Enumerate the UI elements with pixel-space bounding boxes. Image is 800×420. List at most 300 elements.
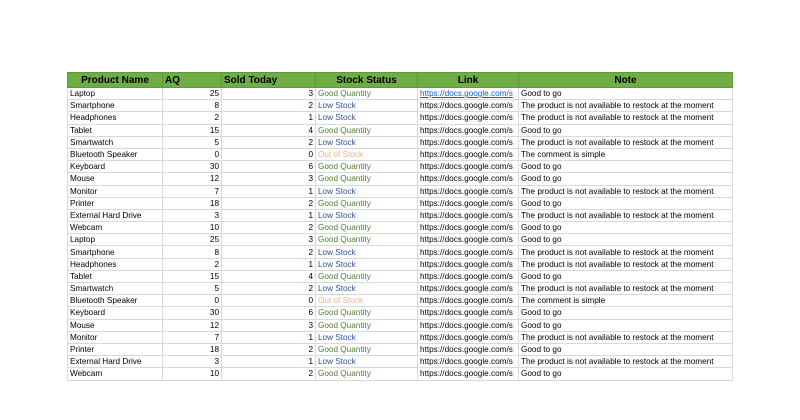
cell-note[interactable] xyxy=(519,319,733,331)
cell-link[interactable] xyxy=(418,258,519,270)
cell-sold-today[interactable] xyxy=(222,161,316,173)
cell-link[interactable] xyxy=(418,124,519,136)
cell-product-name[interactable] xyxy=(68,136,163,148)
cell-stock-status-value: Low Stock xyxy=(318,357,356,367)
cell-product-name[interactable] xyxy=(68,222,163,234)
cell-sold-today[interactable] xyxy=(222,197,316,209)
cell-note[interactable] xyxy=(519,270,733,282)
cell-aq[interactable] xyxy=(163,222,222,234)
cell-note[interactable] xyxy=(519,283,733,295)
cell-stock-status-value: Low Stock xyxy=(318,137,356,147)
cell-link[interactable] xyxy=(418,307,519,319)
cell-stock-status[interactable] xyxy=(316,100,418,112)
cell-aq-value: 18 xyxy=(209,345,219,355)
header-stock-status[interactable]: Stock Status xyxy=(316,73,418,88)
cell-link[interactable] xyxy=(418,343,519,355)
cell-link[interactable] xyxy=(418,148,519,160)
cell-stock-status-value: Good Quantity xyxy=(318,162,371,172)
cell-note[interactable] xyxy=(519,161,733,173)
cell-stock-status-value: Good Quantity xyxy=(318,125,371,135)
cell-sold-today[interactable] xyxy=(222,222,316,234)
cell-note[interactable] xyxy=(519,258,733,270)
cell-note[interactable] xyxy=(519,234,733,246)
doc-link[interactable]: https://docs.google.com/s xyxy=(420,137,513,147)
cell-stock-status-value: Low Stock xyxy=(318,101,356,111)
cell-link[interactable] xyxy=(418,161,519,173)
cell-aq[interactable] xyxy=(163,148,222,160)
cell-note[interactable] xyxy=(519,173,733,185)
cell-sold-today[interactable] xyxy=(222,100,316,112)
cell-note-value: The comment is simple xyxy=(521,296,606,306)
cell-product-name-value: Keyboard xyxy=(70,162,106,172)
cell-sold-today-value: 2 xyxy=(308,101,313,111)
cell-product-name[interactable] xyxy=(68,331,163,343)
cell-stock-status[interactable] xyxy=(316,173,418,185)
cell-link[interactable] xyxy=(418,88,519,100)
doc-link[interactable]: https://docs.google.com/s xyxy=(420,369,513,379)
doc-link[interactable]: https://docs.google.com/s xyxy=(420,223,513,233)
cell-product-name[interactable] xyxy=(68,88,163,100)
cell-product-name[interactable] xyxy=(68,270,163,282)
cell-aq-value: 8 xyxy=(214,101,219,111)
cell-note[interactable] xyxy=(519,100,733,112)
cell-sold-today-value: 1 xyxy=(308,186,313,196)
doc-link[interactable]: https://docs.google.com/s xyxy=(420,174,513,184)
table-row xyxy=(68,343,733,355)
cell-note[interactable] xyxy=(519,307,733,319)
cell-sold-today-value: 2 xyxy=(308,137,313,147)
doc-link[interactable]: https://docs.google.com/s xyxy=(420,235,513,245)
cell-stock-status-value: Low Stock xyxy=(318,113,356,123)
cell-product-name[interactable] xyxy=(68,173,163,185)
cell-stock-status[interactable] xyxy=(316,185,418,197)
cell-aq[interactable] xyxy=(163,283,222,295)
doc-link[interactable]: https://docs.google.com/s xyxy=(420,247,513,257)
table-row xyxy=(68,331,733,343)
cell-note-value: Good to go xyxy=(521,235,562,245)
cell-stock-status-value: Good Quantity xyxy=(318,223,371,233)
cell-stock-status[interactable] xyxy=(316,295,418,307)
cell-link[interactable] xyxy=(418,234,519,246)
cell-stock-status[interactable] xyxy=(316,368,418,380)
doc-link[interactable]: https://docs.google.com/s xyxy=(420,198,513,208)
cell-stock-status[interactable] xyxy=(316,258,418,270)
cell-aq[interactable] xyxy=(163,173,222,185)
cell-note[interactable] xyxy=(519,356,733,368)
cell-stock-status[interactable] xyxy=(316,197,418,209)
cell-stock-status[interactable] xyxy=(316,209,418,221)
cell-stock-status-value: Low Stock xyxy=(318,284,356,294)
cell-sold-today[interactable] xyxy=(222,356,316,368)
cell-note[interactable] xyxy=(519,246,733,258)
cell-sold-today[interactable] xyxy=(222,209,316,221)
cell-sold-today-value: 2 xyxy=(308,198,313,208)
cell-stock-status[interactable] xyxy=(316,356,418,368)
cell-aq[interactable] xyxy=(163,100,222,112)
table-row xyxy=(68,307,733,319)
cell-note-value: The product is not available to restock at the moment xyxy=(521,247,714,257)
cell-note-value: The product is not available to restock at the moment xyxy=(521,186,714,196)
doc-link[interactable]: https://docs.google.com/s xyxy=(420,332,513,342)
cell-sold-today[interactable] xyxy=(222,234,316,246)
cell-stock-status[interactable] xyxy=(316,307,418,319)
doc-link[interactable]: https://docs.google.com/s xyxy=(420,150,513,160)
cell-product-name-value: Smartphone xyxy=(70,101,115,111)
cell-aq[interactable] xyxy=(163,112,222,124)
cell-sold-today-value: 2 xyxy=(308,247,313,257)
cell-stock-status-value: Low Stock xyxy=(318,247,356,257)
doc-link[interactable]: https://docs.google.com/s xyxy=(420,345,513,355)
cell-aq-value: 25 xyxy=(209,235,219,245)
table-row xyxy=(68,319,733,331)
cell-product-name[interactable] xyxy=(68,124,163,136)
cell-aq-value: 2 xyxy=(214,113,219,123)
cell-stock-status-value: Out of Stock xyxy=(318,150,364,160)
cell-sold-today-value: 6 xyxy=(308,162,313,172)
cell-sold-today[interactable] xyxy=(222,331,316,343)
cell-product-name-value: Tablet xyxy=(70,125,92,135)
cell-aq[interactable] xyxy=(163,124,222,136)
cell-note[interactable] xyxy=(519,148,733,160)
cell-stock-status[interactable] xyxy=(316,283,418,295)
table-row xyxy=(68,148,733,160)
cell-sold-today-value: 4 xyxy=(308,271,313,281)
cell-link[interactable] xyxy=(418,246,519,258)
cell-product-name-value: Headphones xyxy=(70,113,117,123)
cell-stock-status[interactable] xyxy=(316,112,418,124)
header-row xyxy=(68,73,733,88)
cell-product-name[interactable] xyxy=(68,209,163,221)
cell-product-name-value: Monitor xyxy=(70,186,98,196)
cell-stock-status-value: Out of Stock xyxy=(318,296,364,306)
doc-link[interactable]: https://docs.google.com/s xyxy=(420,125,513,135)
cell-aq-value: 3 xyxy=(214,210,219,220)
cell-sold-today[interactable] xyxy=(222,295,316,307)
cell-note[interactable] xyxy=(519,112,733,124)
cell-note-value: The product is not available to restock at the moment xyxy=(521,113,714,123)
cell-sold-today-value: 3 xyxy=(308,174,313,184)
cell-product-name[interactable] xyxy=(68,234,163,246)
cell-product-name-value: Tablet xyxy=(70,271,92,281)
table-row xyxy=(68,356,733,368)
doc-link[interactable]: https://docs.google.com/s xyxy=(420,357,513,367)
cell-aq[interactable] xyxy=(163,331,222,343)
cell-product-name-value: Smartwatch xyxy=(70,137,114,147)
doc-link[interactable]: https://docs.google.com/s xyxy=(420,271,513,281)
cell-stock-status-value: Good Quantity xyxy=(318,235,371,245)
cell-sold-today-value: 1 xyxy=(308,357,313,367)
table-row xyxy=(68,258,733,270)
cell-sold-today[interactable] xyxy=(222,283,316,295)
cell-aq[interactable] xyxy=(163,246,222,258)
cell-aq-value: 10 xyxy=(209,223,219,233)
cell-note-value: Good to go xyxy=(521,223,562,233)
cell-sold-today[interactable] xyxy=(222,246,316,258)
cell-link[interactable] xyxy=(418,319,519,331)
doc-link[interactable]: https://docs.google.com/s xyxy=(420,101,513,111)
cell-link[interactable] xyxy=(418,283,519,295)
cell-product-name[interactable] xyxy=(68,100,163,112)
cell-aq-value: 7 xyxy=(214,186,219,196)
table-row xyxy=(68,136,733,148)
cell-note[interactable] xyxy=(519,343,733,355)
cell-note-value: The product is not available to restock at the moment xyxy=(521,332,714,342)
cell-sold-today[interactable] xyxy=(222,185,316,197)
cell-sold-today-value: 3 xyxy=(308,235,313,245)
cell-sold-today[interactable] xyxy=(222,124,316,136)
table-row xyxy=(68,283,733,295)
inventory-table xyxy=(67,72,733,381)
cell-sold-today[interactable] xyxy=(222,136,316,148)
doc-link[interactable]: https://docs.google.com/s xyxy=(420,210,513,220)
cell-aq[interactable] xyxy=(163,136,222,148)
cell-sold-today[interactable] xyxy=(222,270,316,282)
cell-product-name[interactable] xyxy=(68,197,163,209)
cell-product-name-value: Webcam xyxy=(70,223,103,233)
cell-stock-status[interactable] xyxy=(316,343,418,355)
table-row xyxy=(68,185,733,197)
cell-note[interactable] xyxy=(519,331,733,343)
cell-sold-today[interactable] xyxy=(222,319,316,331)
cell-note-value: Good to go xyxy=(521,174,562,184)
cell-aq-value: 30 xyxy=(209,162,219,172)
cell-aq-value: 7 xyxy=(214,332,219,342)
cell-product-name-value: Smartwatch xyxy=(70,284,114,294)
cell-product-name[interactable] xyxy=(68,295,163,307)
cell-note-value: The comment is simple xyxy=(521,150,606,160)
cell-sold-today-value: 1 xyxy=(308,210,313,220)
header-link[interactable]: Link xyxy=(418,73,519,88)
cell-stock-status-value: Low Stock xyxy=(318,259,356,269)
cell-note[interactable] xyxy=(519,136,733,148)
cell-aq-value: 18 xyxy=(209,198,219,208)
doc-link[interactable]: https://docs.google.com/s xyxy=(420,113,513,123)
cell-stock-status[interactable] xyxy=(316,246,418,258)
cell-stock-status[interactable] xyxy=(316,148,418,160)
cell-stock-status[interactable] xyxy=(316,161,418,173)
cell-aq-value: 12 xyxy=(209,174,219,184)
cell-stock-status[interactable] xyxy=(316,270,418,282)
cell-aq[interactable] xyxy=(163,234,222,246)
cell-product-name[interactable] xyxy=(68,148,163,160)
cell-stock-status[interactable] xyxy=(316,331,418,343)
cell-note[interactable] xyxy=(519,88,733,100)
cell-product-name[interactable] xyxy=(68,246,163,258)
doc-link[interactable]: https://docs.google.com/s xyxy=(420,162,513,172)
cell-note[interactable] xyxy=(519,368,733,380)
table-row xyxy=(68,124,733,136)
cell-aq-value: 30 xyxy=(209,308,219,318)
cell-aq-value: 8 xyxy=(214,247,219,257)
cell-link[interactable] xyxy=(418,185,519,197)
cell-sold-today[interactable] xyxy=(222,112,316,124)
cell-sold-today-value: 1 xyxy=(308,113,313,123)
cell-sold-today-value: 4 xyxy=(308,125,313,135)
cell-aq[interactable] xyxy=(163,197,222,209)
doc-link[interactable]: https://docs.google.com/s xyxy=(420,259,513,269)
cell-note[interactable] xyxy=(519,209,733,221)
doc-link[interactable]: https://docs.google.com/s xyxy=(420,89,513,99)
cell-aq-value: 2 xyxy=(214,259,219,269)
doc-link[interactable]: https://docs.google.com/s xyxy=(420,308,513,318)
cell-sold-today[interactable] xyxy=(222,148,316,160)
cell-stock-status-value: Low Stock xyxy=(318,332,356,342)
cell-stock-status-value: Good Quantity xyxy=(318,320,371,330)
table-row xyxy=(68,173,733,185)
cell-stock-status[interactable] xyxy=(316,222,418,234)
cell-aq[interactable] xyxy=(163,343,222,355)
cell-note[interactable] xyxy=(519,185,733,197)
cell-sold-today-value: 2 xyxy=(308,284,313,294)
cell-product-name[interactable] xyxy=(68,185,163,197)
cell-product-name-value: External Hard Drive xyxy=(70,357,142,367)
cell-aq[interactable] xyxy=(163,295,222,307)
cell-sold-today[interactable] xyxy=(222,173,316,185)
cell-note-value: Good to go xyxy=(521,198,562,208)
cell-link[interactable] xyxy=(418,173,519,185)
cell-note[interactable] xyxy=(519,222,733,234)
cell-note[interactable] xyxy=(519,295,733,307)
cell-link[interactable] xyxy=(418,331,519,343)
table-row xyxy=(68,234,733,246)
cell-stock-status-value: Good Quantity xyxy=(318,198,371,208)
cell-aq[interactable] xyxy=(163,258,222,270)
cell-product-name[interactable] xyxy=(68,319,163,331)
cell-aq[interactable] xyxy=(163,161,222,173)
cell-link[interactable] xyxy=(418,368,519,380)
cell-aq[interactable] xyxy=(163,356,222,368)
cell-sold-today[interactable] xyxy=(222,368,316,380)
table-row xyxy=(68,246,733,258)
cell-stock-status-value: Low Stock xyxy=(318,186,356,196)
cell-note-value: The product is not available to restock at the moment xyxy=(521,259,714,269)
cell-stock-status[interactable] xyxy=(316,234,418,246)
cell-sold-today[interactable] xyxy=(222,258,316,270)
cell-product-name[interactable] xyxy=(68,356,163,368)
cell-sold-today-value: 2 xyxy=(308,345,313,355)
doc-link[interactable]: https://docs.google.com/s xyxy=(420,186,513,196)
cell-product-name-value: External Hard Drive xyxy=(70,210,142,220)
cell-sold-today[interactable] xyxy=(222,307,316,319)
cell-aq-value: 25 xyxy=(209,89,219,99)
cell-aq-value: 15 xyxy=(209,125,219,135)
cell-link[interactable] xyxy=(418,209,519,221)
cell-product-name-value: Mouse xyxy=(70,320,95,330)
cell-product-name[interactable] xyxy=(68,161,163,173)
cell-link[interactable] xyxy=(418,100,519,112)
cell-note-value: Good to go xyxy=(521,162,562,172)
cell-aq[interactable] xyxy=(163,88,222,100)
doc-link[interactable]: https://docs.google.com/s xyxy=(420,284,513,294)
cell-sold-today-value: 1 xyxy=(308,259,313,269)
cell-sold-today-value: 0 xyxy=(308,296,313,306)
cell-stock-status-value: Good Quantity xyxy=(318,271,371,281)
cell-stock-status-value: Good Quantity xyxy=(318,174,371,184)
cell-note-value: Good to go xyxy=(521,89,562,99)
header-aq[interactable]: AQ xyxy=(163,73,222,88)
table-row xyxy=(68,112,733,124)
table-row xyxy=(68,161,733,173)
cell-stock-status[interactable] xyxy=(316,136,418,148)
cell-aq[interactable] xyxy=(163,185,222,197)
cell-stock-status-value: Good Quantity xyxy=(318,89,371,99)
doc-link[interactable]: https://docs.google.com/s xyxy=(420,320,513,330)
cell-product-name-value: Bluetooth Speaker xyxy=(70,150,138,160)
header-note[interactable]: Note xyxy=(519,73,733,88)
cell-link[interactable] xyxy=(418,295,519,307)
cell-aq[interactable] xyxy=(163,368,222,380)
cell-product-name-value: Webcam xyxy=(70,369,103,379)
cell-note-value: The product is not available to restock at the moment xyxy=(521,210,714,220)
cell-link[interactable] xyxy=(418,197,519,209)
table-row xyxy=(68,295,733,307)
cell-stock-status[interactable] xyxy=(316,124,418,136)
cell-sold-today-value: 6 xyxy=(308,308,313,318)
cell-product-name-value: Headphones xyxy=(70,259,117,269)
cell-aq[interactable] xyxy=(163,270,222,282)
header-sold-today[interactable]: Sold Today xyxy=(222,73,316,88)
cell-note-value: The product is not available to restock at the moment xyxy=(521,137,714,147)
cell-stock-status-value: Low Stock xyxy=(318,210,356,220)
cell-product-name[interactable] xyxy=(68,112,163,124)
cell-note-value: The product is not available to restock at the moment xyxy=(521,357,714,367)
cell-link[interactable] xyxy=(418,112,519,124)
cell-sold-today[interactable] xyxy=(222,343,316,355)
cell-stock-status[interactable] xyxy=(316,319,418,331)
cell-note-value: Good to go xyxy=(521,125,562,135)
cell-product-name[interactable] xyxy=(68,307,163,319)
cell-product-name-value: Printer xyxy=(70,345,95,355)
cell-link[interactable] xyxy=(418,356,519,368)
cell-aq-value: 10 xyxy=(209,369,219,379)
cell-note[interactable] xyxy=(519,197,733,209)
cell-product-name-value: Bluetooth Speaker xyxy=(70,296,138,306)
cell-stock-status-value: Good Quantity xyxy=(318,369,371,379)
cell-product-name[interactable] xyxy=(68,368,163,380)
cell-product-name[interactable] xyxy=(68,258,163,270)
cell-product-name-value: Monitor xyxy=(70,332,98,342)
cell-note[interactable] xyxy=(519,124,733,136)
cell-link[interactable] xyxy=(418,270,519,282)
cell-aq[interactable] xyxy=(163,209,222,221)
cell-product-name-value: Mouse xyxy=(70,174,95,184)
cell-stock-status[interactable] xyxy=(316,88,418,100)
cell-stock-status-value: Good Quantity xyxy=(318,345,371,355)
cell-sold-today-value: 1 xyxy=(308,332,313,342)
cell-sold-today-value: 2 xyxy=(308,369,313,379)
cell-link[interactable] xyxy=(418,136,519,148)
cell-product-name-value: Keyboard xyxy=(70,308,106,318)
cell-product-name[interactable] xyxy=(68,343,163,355)
doc-link[interactable]: https://docs.google.com/s xyxy=(420,296,513,306)
table-row xyxy=(68,100,733,112)
table-body xyxy=(68,88,733,381)
table-row xyxy=(68,368,733,380)
cell-aq[interactable] xyxy=(163,319,222,331)
cell-product-name[interactable] xyxy=(68,283,163,295)
cell-note-value: The product is not available to restock at the moment xyxy=(521,101,714,111)
cell-product-name-value: Smartphone xyxy=(70,247,115,257)
cell-note-value: Good to go xyxy=(521,271,562,281)
cell-link[interactable] xyxy=(418,222,519,234)
cell-aq-value: 3 xyxy=(214,357,219,367)
header-product-name[interactable]: Product Name xyxy=(68,73,163,88)
cell-aq-value: 5 xyxy=(214,284,219,294)
cell-sold-today[interactable] xyxy=(222,88,316,100)
cell-aq-value: 12 xyxy=(209,320,219,330)
cell-aq[interactable] xyxy=(163,307,222,319)
table-row xyxy=(68,270,733,282)
